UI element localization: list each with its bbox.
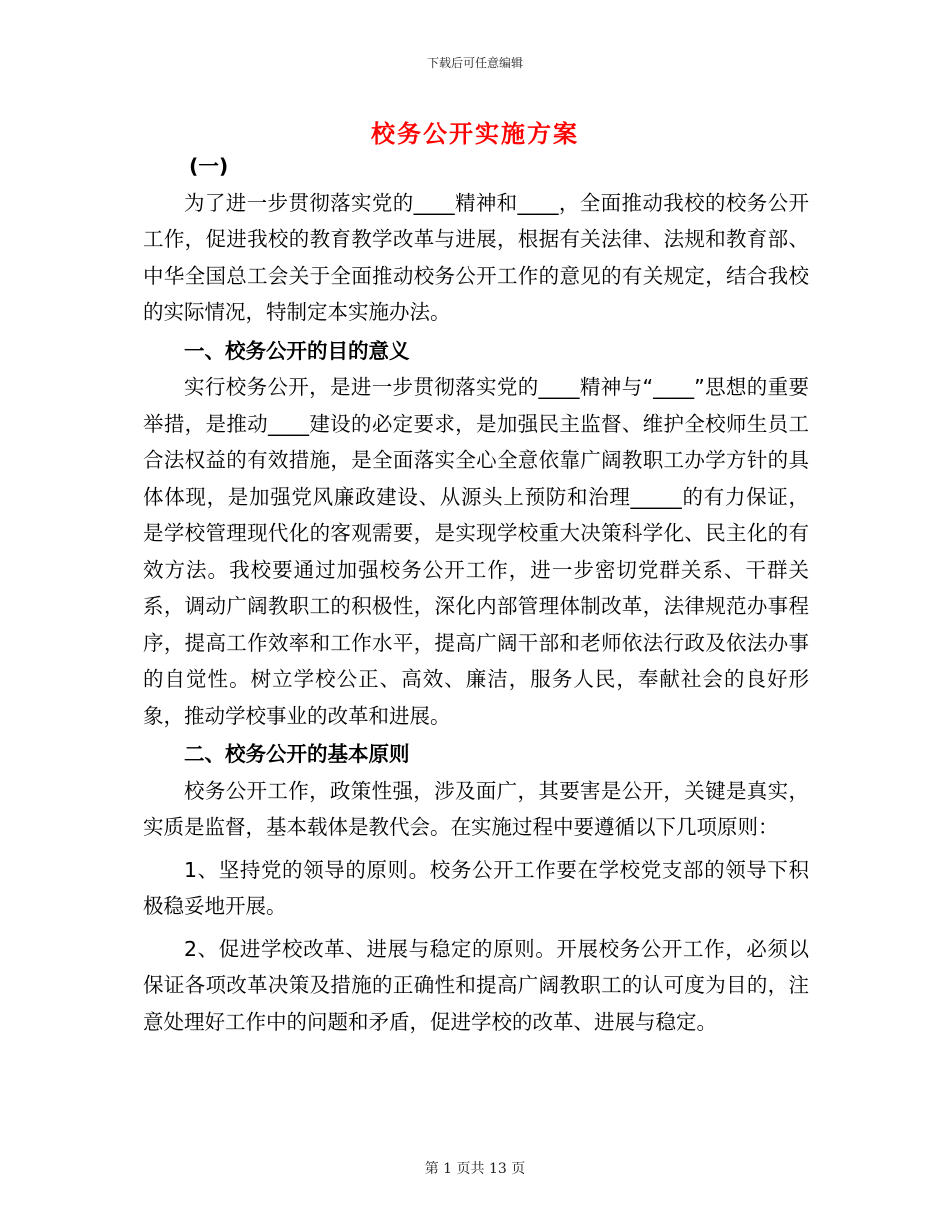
- page-footer: 第 1 页共 13 页: [424, 1161, 526, 1177]
- document-title: 校务公开实施方案: [371, 120, 579, 148]
- purpose-paragraph: 实行校务公开，是进一步贯彻落实党的____精神与“____”思想的重要举措，是推动____建设的必定要求，是加强民主监督、维护全校师生员工合法权益的有效措施，是全面落实全心全意依靠广阔教职工办学方针的具体体现，是加强党风廉政建设、从源头上预防和治理_____的有力保证，是学校管理现代化的客观需要，是实现学校重大决策科学化、民主化的有效方法。我校要通过加强校务公开工作，进一步密切党群关系、干群关系，调动广阔教职工的积极性，深化内部管理体制改革，法律规范办事程序，提高工作效率和工作水平，提高广阔干部和老师依法行政及依法办事的自觉性。树立学校公正、高效、廉洁，服务人民，奉献社会的良好形象，推动学校事业的改革和进展。: [143, 375, 809, 728]
- page-header: 下载后可任意编辑: [426, 56, 523, 70]
- section-heading-principles: 二、校务公开的基本原则: [184, 742, 410, 766]
- principle-item-1: 1、坚持党的领导的原则。校务公开工作要在学校党支部的领导下积极稳妥地开展。: [143, 857, 809, 918]
- document-body: [143, 148, 809, 1040]
- intro-paragraph: 为了进一步贯彻落实党的____精神和____，全面推动我校的校务公开工作，促进我校的教育教学改革与进展，根据有关法律、法规和教育部、中华全国总工会关于全面推动校务公开工作的意见的有关规定，结合我校的实际情况，特制定本实施办法。: [143, 190, 809, 324]
- principles-paragraph: 校务公开工作，政策性强，涉及面广，其要害是公开，关键是真实，实质是监督，基本载体是教代会。在实施过程中要遵循以下几项原则：: [143, 778, 809, 839]
- section-heading-purpose: 一、校务公开的目的意义: [184, 338, 410, 363]
- section-subtitle: (一): [189, 154, 229, 178]
- principle-item-2: 2、促进学校改革、进展与稳定的原则。开展校务公开工作，必须以保证各项改革决策及措施的正确性和提高广阔教职工的认可度为目的，注意处理好工作中的问题和矛盾，促进学校的改革、进展与稳定。: [143, 936, 809, 1034]
